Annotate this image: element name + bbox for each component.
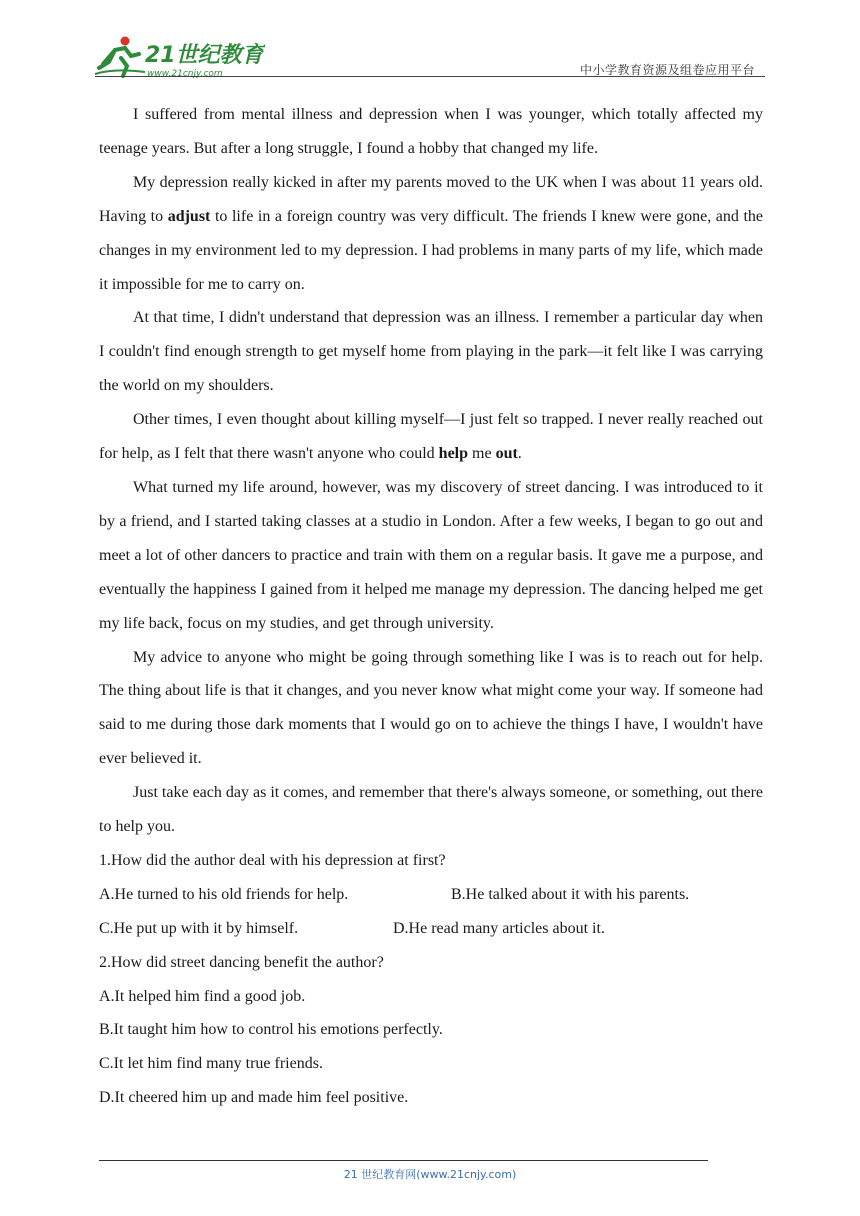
header-divider — [95, 76, 765, 77]
question-2-option-a: A.It helped him find a good job. — [99, 987, 306, 1005]
logo-url-text: www.21cnjy.com — [147, 69, 223, 79]
paragraph-4: Other times, I even thought about killing myself—I just felt so trapped. I never really reached out for help, as I felt that there wasn't anyone who could help me out. — [99, 411, 763, 463]
page-header — [95, 28, 765, 78]
paragraph-5: What turned my life around, however, was my discovery of street dancing. I was introduced to it by a friend, and I started taking classes at a studio in London. After a few weeks, I began to go out and meet a lot of other dancers to practice and train with them on a regular basis. It gave me a purpose, and eventually the happiness I gained from it helped me manage my depression. The dancing helped me get my life back, focus on my studies, and get through university. — [99, 478, 763, 632]
paragraph-6: My advice to anyone who might be going through something like I was is to reach out for help. The thing about life is that it changes, and you never know what might come your way. If someone had said to me during those dark moments that I would go on to achieve the things I have, I wouldn't have ever believed it. — [99, 648, 763, 768]
bold-word-adjust: adjust — [167, 207, 211, 225]
footer-divider — [99, 1160, 708, 1161]
question-2-stem: 2.How did street dancing benefit the author? — [99, 953, 384, 971]
question-1-option-a: A.He turned to his old friends for help. — [99, 885, 349, 903]
question-2-option-c: C.It let him find many true friends. — [99, 1055, 323, 1073]
bold-word-help: help — [438, 445, 469, 463]
paragraph-3: At that time, I didn't understand that depression was an illness. I remember a particular day when I couldn't find enough strength to get myself home from playing in the park—it felt like I was carrying the world on my shoulders. — [99, 309, 763, 395]
logo — [95, 34, 265, 80]
header-platform-text: 中小学教育资源及组卷应用平台 — [579, 63, 755, 77]
question-1-options-row-1 — [99, 878, 763, 912]
question-1-stem: 1.How did the author deal with his depression at first? — [99, 851, 446, 869]
question-1-options-row-2 — [99, 912, 763, 946]
document-body — [99, 98, 763, 1115]
footer-text: 21 世纪教育网(www.21cnjy.com) — [343, 1168, 517, 1181]
question-1-option-c: C.He put up with it by himself. — [99, 919, 299, 937]
runner-icon — [95, 37, 145, 77]
bold-word-out: out — [495, 445, 518, 463]
question-2-option-d: D.It cheered him up and made him feel positive. — [99, 1089, 409, 1107]
question-1-option-d: D.He read many articles about it. — [393, 919, 605, 937]
question-1-option-b: B.He talked about it with his parents. — [451, 885, 690, 903]
paragraph-7: Just take each day as it comes, and remember that there's always someone, or something, out there to help you. — [99, 784, 763, 836]
paragraph-2: My depression really kicked in after my parents moved to the UK when I was about 11 years old. Having to adjust to life in a foreign country was very difficult. The friends I knew were gone, and the changes in my environment led to my depression. I had problems in many parts of my life, which made it impossible for me to carry on. — [99, 173, 763, 293]
paragraph-1: I suffered from mental illness and depression when I was younger, which totally affected my teenage years. But after a long struggle, I found a hobby that changed my life. — [99, 106, 763, 157]
logo-main-text: 21世纪教育 — [145, 43, 264, 68]
question-2-option-b: B.It taught him how to control his emotions perfectly. — [99, 1021, 443, 1039]
